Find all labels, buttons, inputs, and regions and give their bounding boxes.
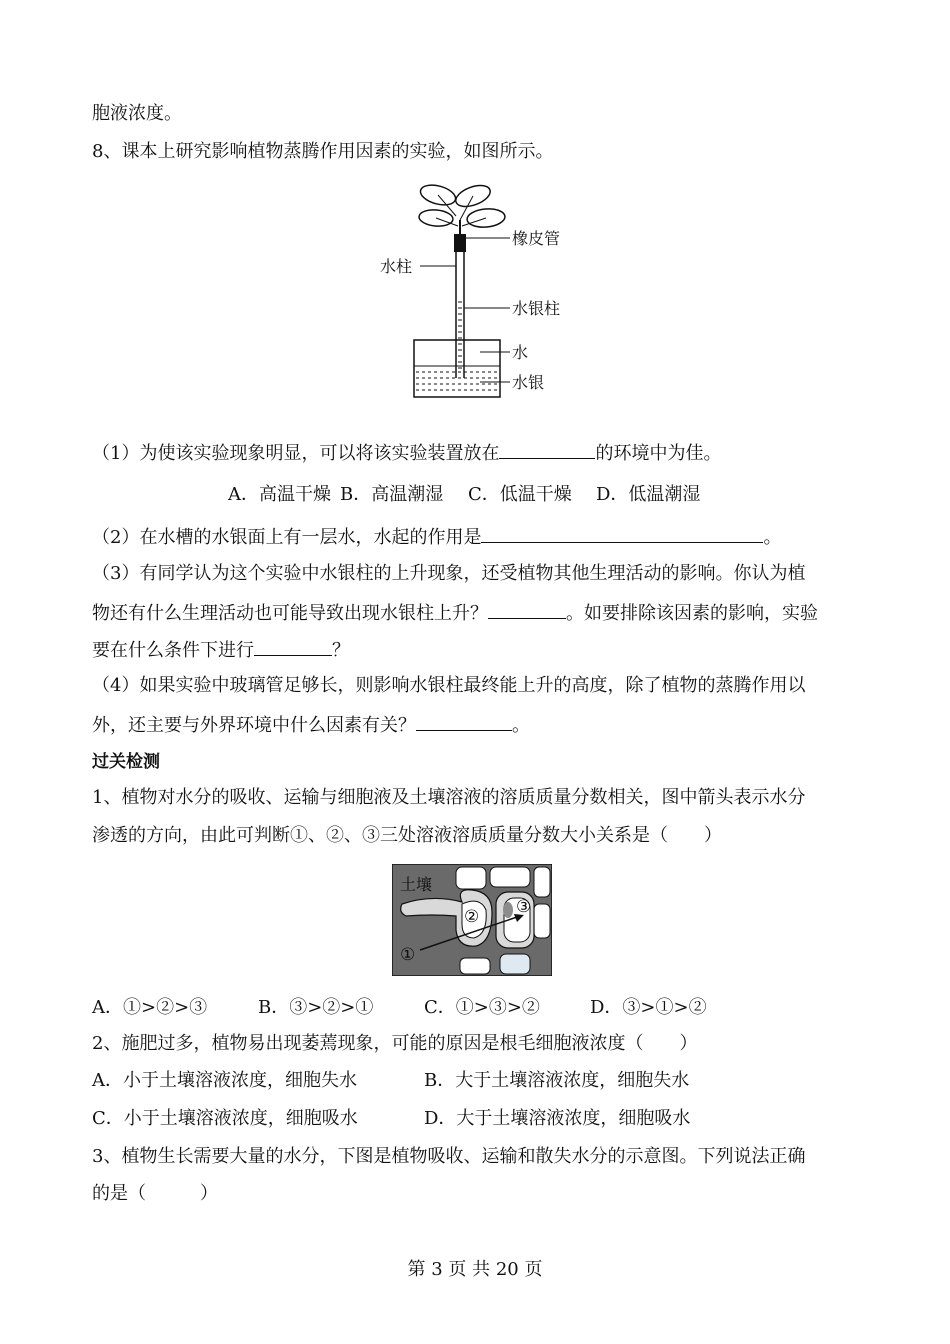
problem-2-options-row1 bbox=[92, 1069, 689, 1093]
answer-blank-2[interactable] bbox=[481, 524, 763, 543]
option-a[interactable]: A．小于土壤溶液浓度，细胞失水 bbox=[92, 1070, 357, 1091]
question-8-title: 8、课本上研究影响植物蒸腾作用因素的实验，如图所示。 bbox=[92, 141, 554, 162]
section-heading: 过关检测 bbox=[92, 752, 160, 772]
q8-part3-line1: （3）有同学认为这个实验中水银柱的上升现象，还受植物其他生理活动的影响。你认为植 bbox=[92, 563, 806, 584]
option-c[interactable]: C．小于土壤溶液浓度，细胞吸水 bbox=[92, 1108, 358, 1129]
option-d[interactable]: D．③>①>② bbox=[590, 997, 707, 1018]
option-b[interactable]: B．高温潮湿 bbox=[340, 484, 444, 505]
problem-3-line1: 3、植物生长需要大量的水分，下图是植物吸收、运输和散失水分的示意图。下列说法正确 bbox=[92, 1146, 806, 1167]
problem-1-line1: 1、植物对水分的吸收、运输与细胞液及土壤溶液的溶质质量分数相关，图中箭头表示水分 bbox=[92, 787, 806, 808]
q8-part4-line2: 外，还主要与外界环境中什么因素有关？ 。 bbox=[92, 712, 530, 738]
option-b[interactable]: B．③>②>① bbox=[258, 997, 374, 1018]
soil-cells-figure bbox=[392, 864, 552, 976]
answer-blank-3[interactable] bbox=[488, 600, 566, 619]
label-soil: 土壤 bbox=[400, 875, 433, 894]
option-d[interactable]: D．低温潮湿 bbox=[596, 484, 701, 505]
line-0: 胞液浓度。 bbox=[92, 103, 182, 124]
rubber-tube bbox=[454, 234, 466, 252]
mercury-layer bbox=[416, 372, 498, 390]
answer-blank-1[interactable] bbox=[499, 440, 595, 459]
option-c[interactable]: C．①>③>② bbox=[424, 997, 540, 1018]
label-1: ① bbox=[400, 945, 416, 965]
problem-2: 2、施肥过多，植物易出现萎蔫现象，可能的原因是根毛细胞液浓度（ ） bbox=[92, 1033, 698, 1054]
option-b[interactable]: B．大于土壤溶液浓度，细胞失水 bbox=[424, 1070, 690, 1091]
label-water: 水 bbox=[512, 343, 529, 362]
glass-tube bbox=[456, 252, 464, 378]
option-a[interactable]: A．①>②>③ bbox=[92, 997, 208, 1018]
mercury-column bbox=[458, 302, 462, 368]
option-d[interactable]: D．大于土壤溶液浓度，细胞吸水 bbox=[424, 1108, 691, 1129]
option-c[interactable]: C．低温干燥 bbox=[468, 484, 572, 505]
q8-part1: （1）为使该实验现象明显，可以将该实验装置放在 的环境中为佳。 bbox=[92, 440, 721, 466]
answer-blank-4[interactable] bbox=[254, 637, 332, 656]
label-2: ② bbox=[464, 907, 480, 927]
label-water-column: 水柱 bbox=[380, 257, 413, 276]
q8-part4-line1: （4）如果实验中玻璃管足够长，则影响水银柱最终能上升的高度，除了植物的蒸腾作用以 bbox=[92, 675, 806, 696]
answer-blank-5[interactable] bbox=[416, 712, 512, 731]
label-mercury-column: 水银柱 bbox=[512, 299, 561, 318]
q8-part2: （2）在水槽的水银面上有一层水，水起的作用是 。 bbox=[92, 524, 781, 550]
option-a[interactable]: A．高温干燥 bbox=[228, 484, 331, 505]
q8-part1-options bbox=[228, 483, 700, 507]
water-tank bbox=[414, 340, 500, 397]
q8-part3-line3: 要在什么条件下进行 ？ bbox=[92, 637, 350, 663]
plant-leaves bbox=[418, 181, 505, 234]
problem-1-line2: 渗透的方向，由此可判断①、②、③三处溶液溶质质量分数大小关系是（ ） bbox=[92, 825, 722, 846]
problem-1-options bbox=[92, 996, 707, 1020]
label-rubber-tube: 橡皮管 bbox=[512, 229, 561, 248]
label-mercury: 水银 bbox=[512, 373, 545, 392]
problem-2-options-row2 bbox=[92, 1107, 690, 1131]
page-footer: 第 3 页 共 20 页 bbox=[407, 1259, 543, 1280]
problem-3-line2: 的是（ ） bbox=[92, 1183, 218, 1204]
label-3: ③ bbox=[516, 897, 532, 917]
q8-part3-line2: 物还有什么生理活动也可能导致出现水银柱上升？ 。如要排除该因素的影响，实验 bbox=[92, 600, 818, 626]
transpiration-apparatus-figure bbox=[376, 180, 576, 402]
